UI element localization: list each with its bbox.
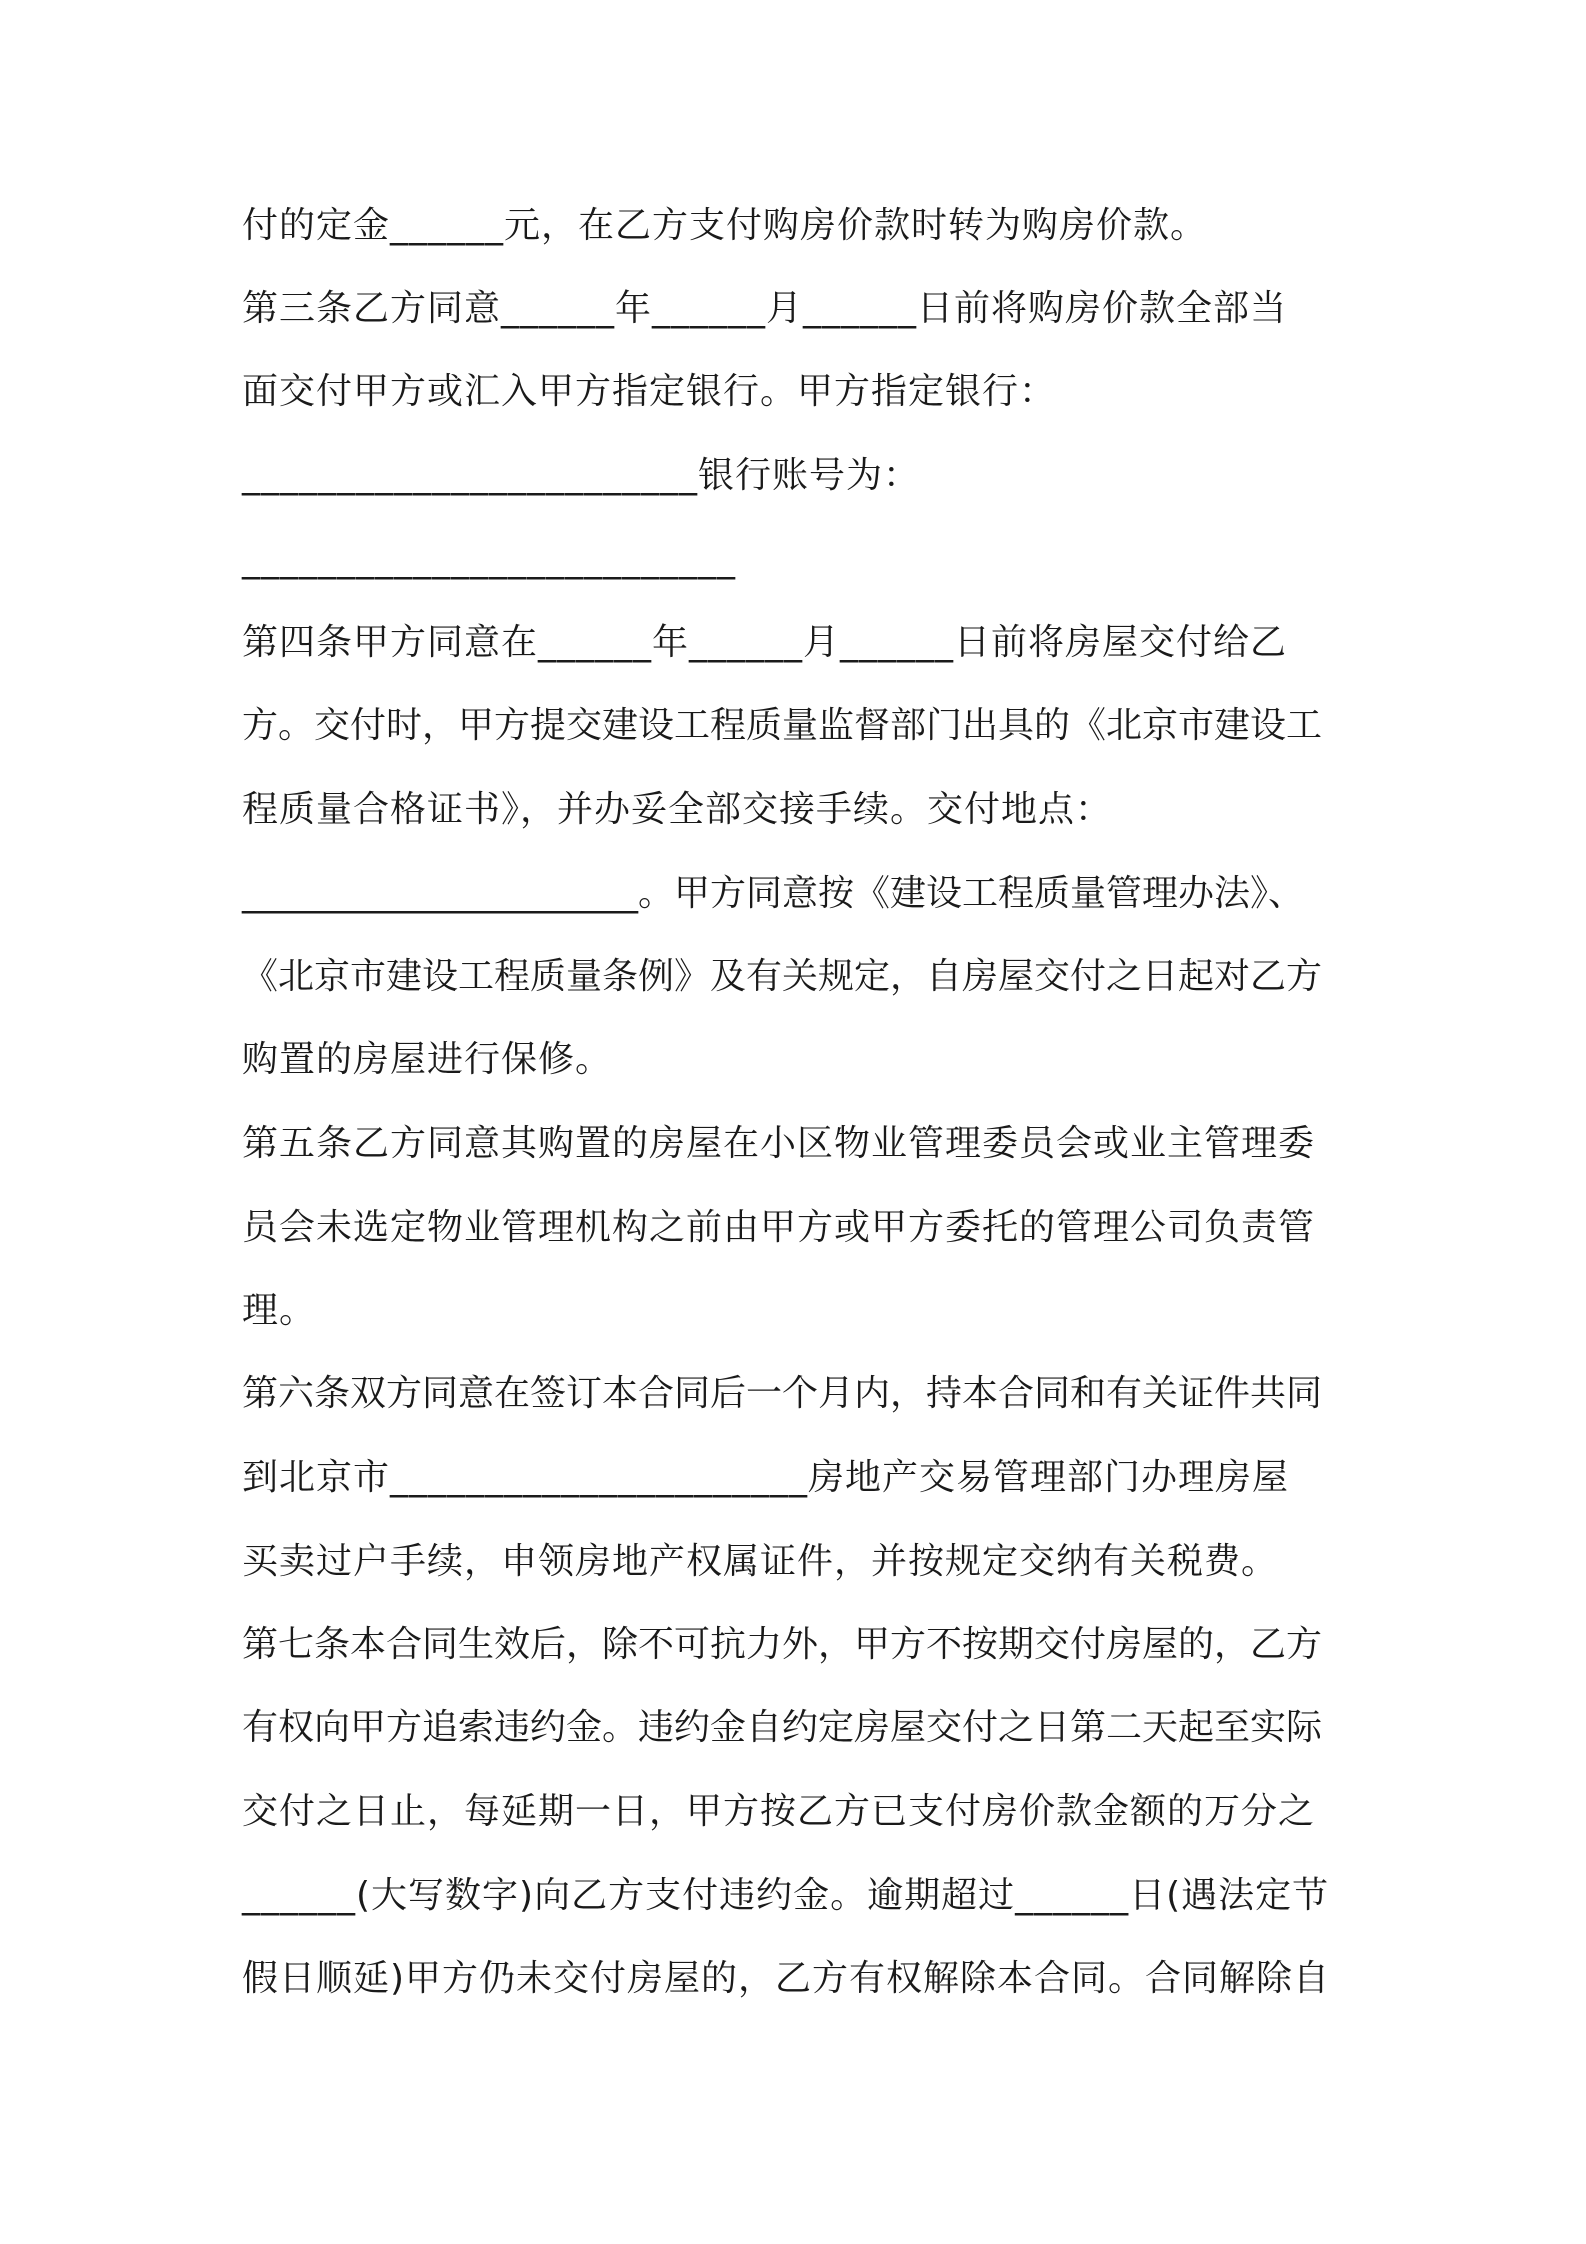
text-line: 理。: [242, 1290, 317, 1331]
text-line: 购置的房屋进行保修。: [242, 1039, 613, 1080]
text-line: 第七条本合同生效后，除不可抗力外，甲方不按期交付房屋的，乙方: [242, 1624, 1323, 1665]
text-line: 假日顺延)甲方仍未交付房屋的，乙方有权解除本合同。合同解除自: [242, 1958, 1331, 1999]
text-line: 方。交付时，甲方提交建设工程质量监督部门出具的《北京市建设工: [242, 705, 1323, 746]
text-line: ________________________银行账号为：: [242, 455, 921, 496]
text-line: 员会未选定物业管理机构之前由甲方或甲方委托的管理公司负责管: [242, 1207, 1316, 1248]
text-line: 程质量合格证书》，并办妥全部交接手续。交付地点：: [242, 789, 1113, 830]
text-line: 第六条双方同意在签订本合同后一个月内，持本合同和有关证件共同: [242, 1373, 1323, 1414]
text-line: ______(大写数字)向乙方支付违约金。逾期超过______日(遇法定节: [242, 1875, 1330, 1916]
text-line: __________________________: [242, 539, 736, 580]
text-line: 买卖过户手续，申领房地产权属证件，并按规定交纳有关税费。: [242, 1541, 1279, 1582]
text-line: 交付之日止，每延期一日，甲方按乙方已支付房价款金额的万分之: [242, 1791, 1316, 1832]
text-line: 第三条乙方同意______年______月______日前将购房价款全部当: [242, 288, 1288, 329]
text-line: 有权向甲方追索违约金。违约金自约定房屋交付之日第二天起至实际: [242, 1707, 1323, 1748]
text-line: 第五条乙方同意其购置的房屋在小区物业管理委员会或业主管理委: [242, 1123, 1316, 1164]
text-line: ______________________。甲方同意按《建设工程质量管理办法》、: [242, 873, 1305, 914]
text-line: 面交付甲方或汇入甲方指定银行。甲方指定银行：: [242, 371, 1057, 412]
text-line: 第四条甲方同意在______年______月______日前将房屋交付给乙: [242, 622, 1288, 663]
text-line: 《北京市建设工程质量条例》及有关规定，自房屋交付之日起对乙方: [242, 956, 1323, 997]
text-line: 到北京市______________________房地产交易管理部门办理房屋: [242, 1457, 1290, 1498]
text-line: 付的定金______元，在乙方支付购房价款时转为购房价款。: [242, 205, 1208, 246]
